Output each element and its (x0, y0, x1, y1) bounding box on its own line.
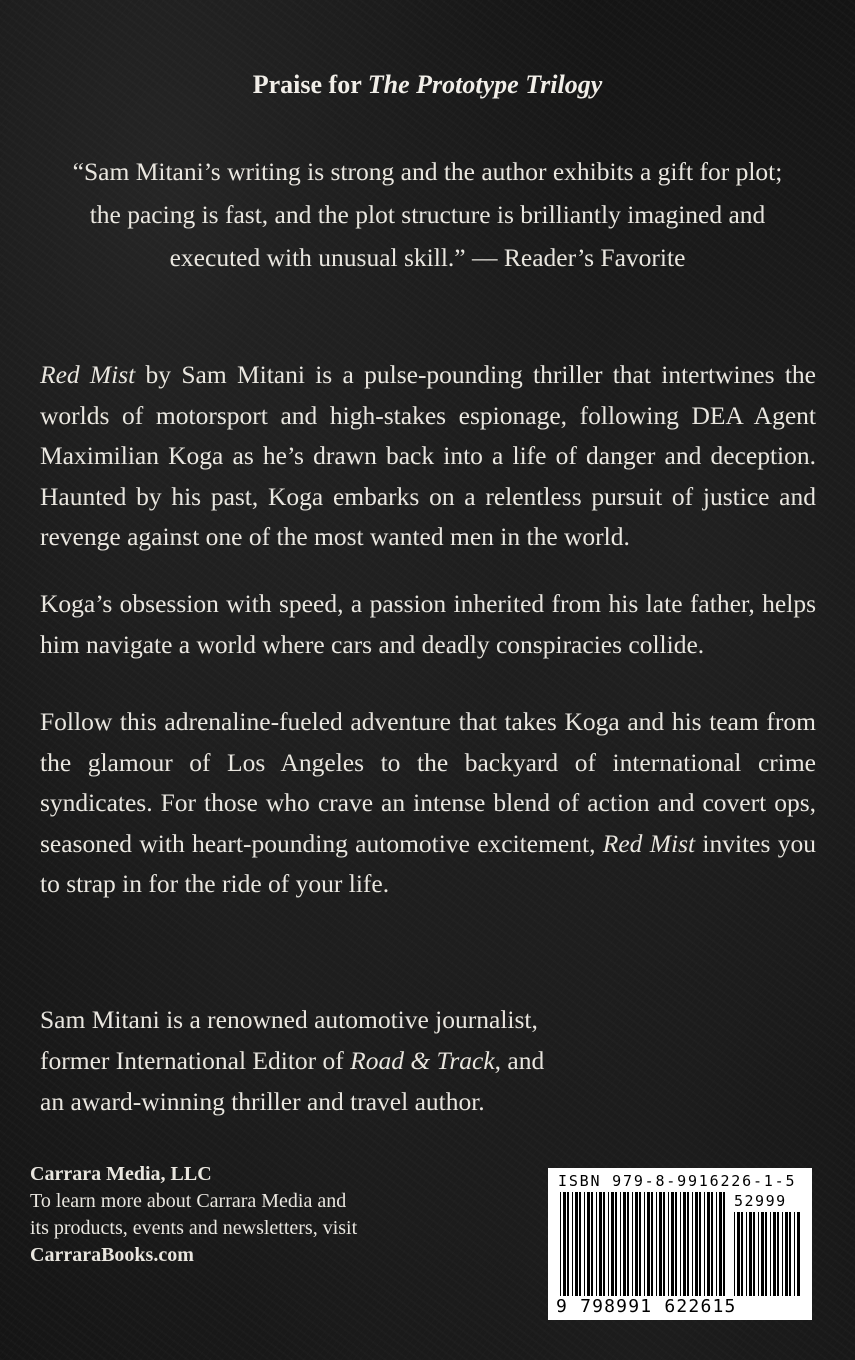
barcode-bar (719, 1192, 722, 1296)
barcode-bar (627, 1192, 629, 1296)
barcode-bar (599, 1192, 602, 1296)
barcode-bar (765, 1212, 767, 1296)
barcode-bar (785, 1212, 788, 1296)
price-code: 52999 (734, 1192, 787, 1210)
barcode-bar (575, 1192, 578, 1296)
barcode-bar (584, 1192, 585, 1296)
barcode-bar (615, 1192, 617, 1296)
book-title: Red Mist (40, 360, 136, 389)
barcode-bar (663, 1192, 665, 1296)
barcode-bar (587, 1192, 590, 1296)
barcode-bar (734, 1212, 735, 1296)
barcode-bar (560, 1192, 561, 1296)
barcode-bar (563, 1192, 566, 1296)
barcode-bar (749, 1212, 752, 1296)
barcode-bar (683, 1192, 686, 1296)
barcode-bar (704, 1192, 705, 1296)
barcode-bar (611, 1192, 614, 1296)
book-title: Red Mist (602, 828, 696, 858)
barcode-bar (635, 1192, 638, 1296)
barcode-bar (761, 1212, 764, 1296)
ean-barcode-bars (560, 1192, 730, 1296)
barcode-bar (671, 1192, 674, 1296)
barcode-bar (632, 1192, 633, 1296)
barcode-bar (746, 1212, 747, 1296)
barcode-bar (620, 1192, 621, 1296)
barcode-bar (789, 1212, 791, 1296)
barcode-bar (680, 1192, 681, 1296)
publisher-info: Carrara Media, LLC To learn more about Carrara Media and its products, events and newsletters, visit CarraraBooks.com (30, 1161, 450, 1269)
barcode-bar (797, 1212, 800, 1296)
barcode-bar (699, 1192, 701, 1296)
barcode-bar (591, 1192, 593, 1296)
blurb-paragraph-1: Red Mist by Sam Mitani is a pulse-pounding thriller that intertwines the worlds of motorsport and high-stakes espionage, following DEA Agent Maximilian Koga as he’s drawn back into a life of danger and deception. Haunted by his past, Koga embarks on a relentless pursuit of justice and revenge against one of the most wanted men in the world. (40, 360, 816, 551)
barcode-bar (794, 1212, 795, 1296)
praise-prefix: Praise for (252, 70, 368, 99)
praise-heading (0, 70, 855, 100)
barcode-bar (695, 1192, 698, 1296)
barcode-bar (687, 1192, 689, 1296)
barcode-bar (572, 1192, 573, 1296)
barcode-bar (603, 1192, 605, 1296)
barcode-bar (659, 1192, 662, 1296)
barcode-bar (711, 1192, 713, 1296)
publisher-website: CarraraBooks.com (30, 1244, 194, 1266)
barcode-bar (707, 1192, 710, 1296)
review-quote: “Sam Mitani’s writing is strong and the author exhibits a gift for plot; the pacing is fast, and the plot structure is brilliantly imagined and executed with unusual skill.” — Reader’s Favorite (72, 157, 783, 272)
barcode-bar (737, 1212, 740, 1296)
barcode-bar (579, 1192, 581, 1296)
isbn-label: ISBN 979-8-9916226-1-5 (558, 1172, 797, 1190)
publisher-name: Carrara Media, LLC (30, 1163, 212, 1185)
barcode-bar (741, 1212, 743, 1296)
price-addon-bars (734, 1212, 800, 1296)
blurb-paragraph-3: Follow this adrenaline-fueled adventure that takes Koga and his team from the glamour of Los Angeles to the backyard of international crime syndicates. For those who crave an intense blend of action and covert ops, seasoned with heart-pounding automotive excitement, Red Mist invites you to strap in for the ride of your life. (40, 707, 816, 898)
barcode-bar (647, 1192, 650, 1296)
barcode-bar (692, 1192, 693, 1296)
barcode-bar (639, 1192, 641, 1296)
barcode-bar (758, 1212, 759, 1296)
barcode-bar (782, 1212, 783, 1296)
praise-title: The Prototype Trilogy (367, 70, 603, 99)
magazine-title: Road & Track (350, 1046, 495, 1075)
barcode-bar (770, 1212, 771, 1296)
barcode-bar (723, 1192, 725, 1296)
isbn-barcode (548, 1168, 812, 1320)
barcode-bar (608, 1192, 609, 1296)
blurb-paragraph-2: Koga’s obsession with speed, a passion inherited from his late father, helps him navigate a world where cars and deadly conspiracies collide. (40, 589, 816, 659)
barcode-bar (716, 1192, 717, 1296)
barcode-bar (596, 1192, 597, 1296)
barcode-bar (668, 1192, 669, 1296)
barcode-bar (675, 1192, 677, 1296)
barcode-bar (777, 1212, 779, 1296)
barcode-bar (644, 1192, 645, 1296)
author-bio: Sam Mitani is a renowned automotive journalist, former International Editor of Road & Track, and an award-winning thriller and travel author. (40, 1005, 545, 1116)
barcode-bar (623, 1192, 626, 1296)
barcode-bar (753, 1212, 755, 1296)
barcode-bar (651, 1192, 653, 1296)
barcode-digits: 9 798991 622615 (556, 1296, 737, 1317)
barcode-bar (656, 1192, 657, 1296)
barcode-bar (773, 1212, 776, 1296)
barcode-bar (567, 1192, 569, 1296)
